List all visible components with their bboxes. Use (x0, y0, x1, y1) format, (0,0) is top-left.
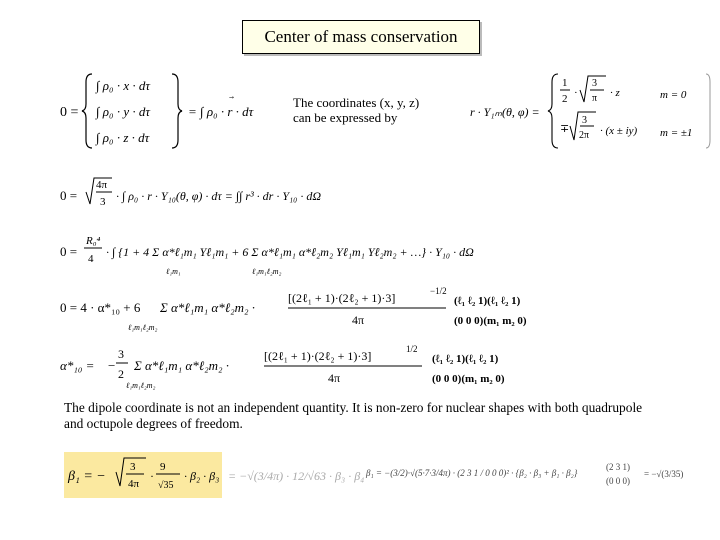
svg-text:(ℓ₁ ℓ₂ 1)(ℓ₁ ℓ₂ 1): (ℓ₁ ℓ₂ 1)(ℓ₁ ℓ₂ 1) (432, 353, 499, 365)
svg-text:4: 4 (88, 253, 94, 265)
equation-alpha10-zero (56, 284, 556, 334)
svg-text:(2 3 1): (2 3 1) (606, 462, 630, 472)
svg-text:= −√(3/35): = −√(3/35) (644, 469, 684, 479)
svg-text:Σ α*ℓ₁m₁ α*ℓ₂m₂ ·: Σ α*ℓ₁m₁ α*ℓ₂m₂ · (134, 358, 230, 373)
svg-text:3: 3 (118, 347, 124, 361)
svg-text:4π: 4π (352, 313, 365, 327)
svg-text:2: 2 (562, 93, 568, 105)
svg-text:· β₂ · β₃: · β₂ · β₃ (184, 469, 220, 483)
equation-alpha10-solution (56, 340, 556, 392)
svg-text:(0 0 0)(m₁ m₂ 0): (0 0 0)(m₁ m₂ 0) (454, 315, 527, 327)
svg-text:β₁ = −(3/2)·√(5·7·3/4π) · (2 3: β₁ = −(3/2)·√(5·7·3/4π) · (2 3 1 / 0 0 0)² · {β₂ · β₃ + β₁ · β₂} (366, 468, 578, 478)
svg-text:(0 0 0)(m₁ m₂ 0): (0 0 0)(m₁ m₂ 0) (432, 373, 505, 385)
svg-text:r · Y₁ₘ(θ, φ) =: r · Y₁ₘ(θ, φ) = (470, 105, 540, 119)
svg-text:√35: √35 (158, 480, 174, 491)
svg-text:9: 9 (160, 461, 166, 473)
svg-text:3: 3 (130, 461, 136, 473)
dipole-explanation-line-1: The dipole coordinate is not an independent quantity. It is non-zero for nuclear shapes with both quadrupole (64, 400, 643, 415)
svg-text:4π: 4π (328, 371, 341, 385)
svg-text:0 =: 0 = (60, 244, 78, 259)
svg-text:(0 0 0): (0 0 0) (606, 476, 630, 486)
svg-text:∫ ρ₀ · z · dτ: ∫ ρ₀ · z · dτ (96, 130, 150, 145)
svg-text:∓: ∓ (560, 123, 570, 135)
svg-text:·: · (150, 469, 154, 483)
svg-text:m = ±1: m = ±1 (660, 127, 693, 139)
svg-text:3: 3 (100, 196, 106, 208)
coordinates-note-line-2: can be expressed by (293, 110, 398, 125)
svg-text:−: − (108, 358, 116, 373)
svg-text:1: 1 (562, 77, 568, 89)
svg-text:[(2ℓ₁ + 1)·(2ℓ₂ + 1)·3]: [(2ℓ₁ + 1)·(2ℓ₂ + 1)·3] (288, 291, 396, 305)
svg-text:ℓ₁m₁ℓ₂m₂: ℓ₁m₁ℓ₂m₂ (128, 323, 158, 332)
dipole-explanation-line-2: and octupole degrees of freedom. (64, 416, 243, 431)
svg-text:(ℓ₁ ℓ₂ 1)(ℓ₁ ℓ₂ 1): (ℓ₁ ℓ₂ 1)(ℓ₁ ℓ₂ 1) (454, 295, 521, 307)
svg-text:· ∫ ρ₀ · r · Y₁₀(θ, φ) · dτ =: · ∫ ρ₀ · r · Y₁₀(θ, φ) · dτ = ∫∫ r³ · dr · Y₁₀ · dΩ (116, 189, 322, 203)
svg-text:· ∫ {1 + 4 Σ α*ℓ₁m₁ Yℓ₁m₁ + 6: · ∫ {1 + 4 Σ α*ℓ₁m₁ Yℓ₁m₁ + 6 Σ α*ℓ₁m₁ α*ℓ₂m₂ Yℓ₁m₁ Yℓ₂m₂ + …} · Y₁₀ · dΩ (106, 245, 474, 259)
svg-text:4π: 4π (128, 478, 140, 490)
svg-text:π: π (592, 93, 598, 104)
svg-text:4π: 4π (96, 179, 108, 191)
svg-text:−1/2: −1/2 (430, 286, 447, 296)
svg-text:m = 0: m = 0 (660, 89, 687, 101)
svg-text:2: 2 (118, 367, 124, 381)
svg-text:∫ ρ₀ · x · dτ: ∫ ρ₀ · x · dτ (96, 78, 150, 93)
page-title: Center of mass conservation (242, 20, 480, 54)
svg-text:· (x ± iy): · (x ± iy) (600, 125, 638, 137)
svg-text:= −√(3/4π) · 12/√63 · β₃ · β₄: = −√(3/4π) · 12/√63 · β₃ · β₄ (228, 469, 364, 483)
svg-text:· z: · z (610, 87, 620, 99)
svg-text:Σ α*ℓ₁m₁ α*ℓ₂m₂ ·: Σ α*ℓ₁m₁ α*ℓ₂m₂ · (160, 300, 256, 315)
coordinates-note-line-1: The coordinates (x, y, z) (293, 95, 420, 110)
svg-text:3: 3 (592, 78, 597, 89)
svg-text:ℓ₁m₁: ℓ₁m₁ (166, 267, 181, 276)
svg-text:∫ ρ₀ · y · dτ: ∫ ρ₀ · y · dτ (96, 104, 150, 119)
svg-text:0 =: 0 = (60, 105, 79, 120)
coordinates-note (293, 95, 463, 125)
svg-text:1/2: 1/2 (406, 344, 418, 354)
equation-3j-value (604, 452, 714, 492)
svg-text:2π: 2π (579, 130, 590, 141)
svg-text:·: · (574, 87, 578, 99)
svg-text:ℓ₁m₁ℓ₂m₂: ℓ₁m₁ℓ₂m₂ (126, 381, 156, 390)
svg-text:R₀⁴: R₀⁴ (86, 235, 101, 247)
svg-text:0 = 4 · α*₁₀ + 6: 0 = 4 · α*₁₀ + 6 (60, 300, 141, 315)
svg-text:ℓ₁m₁ℓ₂m₂: ℓ₁m₁ℓ₂m₂ (252, 267, 282, 276)
equation-surface-expansion (56, 228, 476, 282)
equation-beta1 (64, 452, 364, 500)
equation-dipole-integral (56, 170, 396, 220)
svg-text:3: 3 (582, 115, 587, 126)
svg-text:α*₁₀ =: α*₁₀ = (60, 358, 95, 373)
svg-text:⃗ (229, 96, 234, 99)
equation-center-of-mass (56, 66, 256, 156)
svg-text:[(2ℓ₁ + 1)·(2ℓ₂ + 1)·3]: [(2ℓ₁ + 1)·(2ℓ₂ + 1)·3] (264, 349, 372, 363)
svg-text:0 =: 0 = (60, 188, 78, 203)
dipole-explanation (64, 400, 714, 432)
equation-coordinates-ylm (466, 68, 714, 158)
svg-text:β₁ = −: β₁ = − (68, 469, 106, 484)
svg-text:= ∫ ρ₀ · r · dτ: = ∫ ρ₀ · r · dτ (188, 104, 254, 119)
